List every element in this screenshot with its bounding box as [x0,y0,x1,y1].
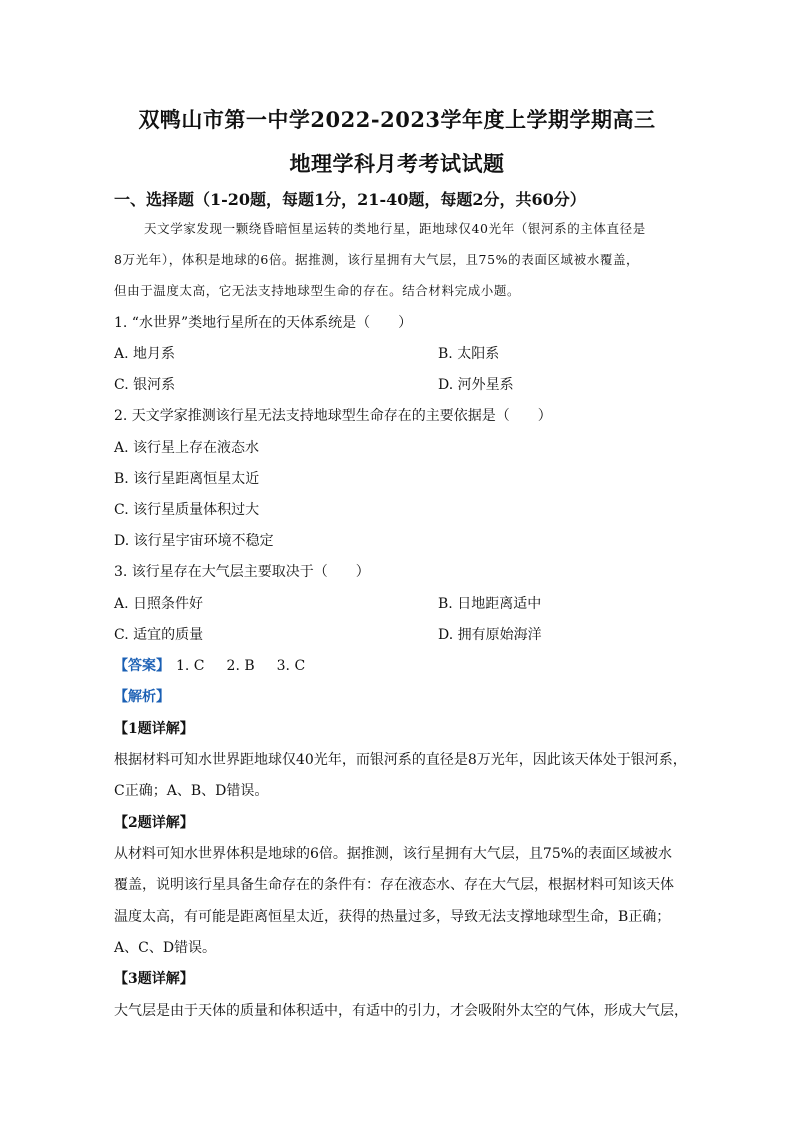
document-title-line-1: 双鸭山市第一中学2022-2023学年度上学期学期高三 [138,107,656,132]
answer-values [176,658,327,674]
detail-2-heading: 【2题详解】 [114,815,194,831]
question-1-option-c: C. 银河系 [114,377,176,393]
question-3-stem: 3. 该行星存在大气层主要取决于（ ） [114,564,370,580]
detail-2-line-4: A、C、D错误。 [114,940,217,956]
section-heading: 一、选择题（1-20题，每题1分，21-40题，每题2分，共60分） [114,190,586,209]
question-1-stem: 1. “水世界”类地行星所在的天体系统是（ ） [114,315,413,331]
document-title-line-2: 地理学科月考考试试题 [289,151,505,176]
question-2-option-d: D. 该行星宇宙环境不稳定 [114,533,274,549]
answer-value-2: 2. B [226,658,255,674]
answer-line [114,655,327,675]
question-2-option-c: C. 该行星质量体积过大 [114,502,260,518]
detail-2-line-3: 温度太高，有可能是距离恒星太近，获得的热量过多，导致无法支撑地球型生命，B正确； [114,909,671,925]
question-3-option-a: A. 日照条件好 [114,596,204,612]
answer-value-3: 3. C [276,658,306,674]
detail-2-line-2: 覆盖，说明该行星具备生命存在的条件有：存在液态水、存在大气层，根据材料可知该天体 [114,877,674,893]
question-3-option-c: C. 适宜的质量 [114,627,204,643]
analysis-tag: 【解析】 [114,689,170,705]
passage-line-3: 但由于温度太高，它无法支持地球型生命的存在。结合材料完成小题。 [114,283,521,298]
detail-1-heading: 【1题详解】 [114,721,194,737]
passage-line-1: 天文学家发现一颗绕昏暗恒星运转的类地行星，距地球仅40光年（银河系的主体直径是 [144,221,646,236]
detail-2-line-1: 从材料可知水世界体积是地球的6倍。据推测，该行星拥有大气层，且75%的表面区域被水 [114,846,673,862]
answer-value-1: 1. C [176,658,205,674]
question-2-stem: 2. 天文学家推测该行星无法支持地球型生命存在的主要依据是（ ） [114,408,552,424]
detail-1-line-1: 根据材料可知水世界距地球仅40光年，而银河系的直径是8万光年，因此该天体处于银河系， [114,752,687,768]
detail-3-line-1: 大气层是由于天体的质量和体积适中，有适中的引力，才会吸附外太空的气体，形成大气层， [114,1003,688,1019]
question-2-option-b: B. 该行星距离恒星太近 [114,471,260,487]
question-2-option-a: A. 该行星上存在液态水 [114,440,260,456]
question-1-option-b: B. 太阳系 [438,346,500,362]
detail-3-heading: 【3题详解】 [114,971,194,987]
passage-line-2: 8万光年），体积是地球的6倍。据推测，该行星拥有大气层，且75%的表面区域被水覆盖， [114,252,640,267]
question-3-option-b: B. 日地距离适中 [438,596,542,612]
detail-1-line-2: C正确；A、B、D错误。 [114,783,269,799]
answer-tag: 【答案】 [114,658,170,674]
question-1-option-a: A. 地月系 [114,346,176,362]
question-3-option-d: D. 拥有原始海洋 [438,627,542,643]
question-1-option-d: D. 河外星系 [438,377,514,393]
